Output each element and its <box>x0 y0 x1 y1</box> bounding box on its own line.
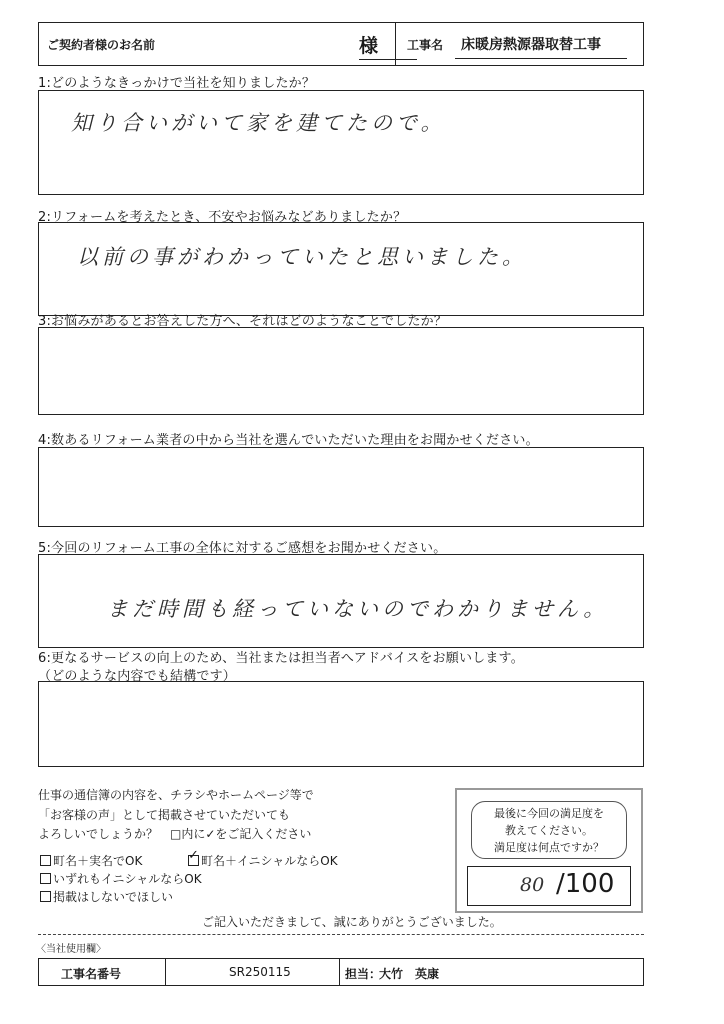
staff-name: 大竹 英康 <box>379 967 440 981</box>
answer-3-box <box>38 327 644 415</box>
answer-1-text: 知り合いがいて家を建てたので。 <box>71 111 446 135</box>
checkbox-icon <box>40 891 51 902</box>
project-number-value: SR250115 <box>229 965 291 979</box>
customer-name-label: ご契約者様のお名前 <box>47 37 156 52</box>
question-6-sublabel: （どのような内容でも結構です） <box>38 669 237 684</box>
consent-option-3[interactable]: いずれもイニシャルならOK <box>40 870 202 887</box>
office-use-label: 〈当社使用欄〉 <box>36 944 106 955</box>
staff-label: 担当： <box>345 967 382 981</box>
question-6-label: 6:更なるサービスの向上のため、当社または担当者へアドバイスをお願いします。 <box>38 651 524 666</box>
answer-5-box <box>38 554 644 648</box>
honorific-text: 様 <box>359 35 379 57</box>
consent-text-2: 「お客様の声」として掲載させていただいても <box>38 808 291 822</box>
satisfaction-score-box <box>467 866 631 906</box>
dotted-divider <box>38 934 644 935</box>
header-row <box>38 22 644 66</box>
question-2-label: 2:リフォームを考えたとき、不安やお悩みなどありましたか？ <box>38 210 407 225</box>
answer-4-box <box>38 447 644 527</box>
office-table <box>38 958 644 986</box>
consent-option-2[interactable]: ✓ 町名＋イニシャルならOK <box>188 852 338 869</box>
consent-text-1: 仕事の通信簿の内容を、チラシやホームページ等で <box>38 788 314 802</box>
consent-option-4[interactable]: 掲載はしないでほしい <box>40 888 173 905</box>
office-divider-2 <box>339 959 340 985</box>
project-number-label: 工事名番号 <box>61 967 122 981</box>
answer-2-text: 以前の事がわかっていたと思いました。 <box>77 245 527 269</box>
consent-text-3: よろしいでしょうか？ □内に✓をご記入ください <box>38 827 312 841</box>
question-5-label: 5:今回のリフォーム工事の全体に対するご感想をお聞かせください。 <box>38 541 447 556</box>
answer-1-box <box>38 90 644 195</box>
answer-5-text: まだ時間も経っていないのでわかりません。 <box>107 597 609 621</box>
answer-2-box <box>38 222 644 316</box>
office-divider-1 <box>165 959 166 985</box>
answer-6-box <box>38 681 644 767</box>
question-3-label: 3:お悩みがあるとお答えした方へ、それはどのようなことでしたか？ <box>38 314 448 329</box>
customer-name-cell <box>39 23 395 65</box>
satisfaction-box <box>455 788 643 913</box>
checkbox-icon <box>40 873 51 884</box>
header-divider <box>395 23 396 65</box>
satisfaction-question: 最後に今回の満足度を 教えてください。 満足度は何点ですか？ <box>471 801 627 859</box>
checkbox-checked-icon <box>188 855 199 866</box>
question-1-label: 1:どのようなきっかけで当社を知りましたか？ <box>38 76 316 91</box>
consent-option-1[interactable]: 町名＋実名でOK <box>40 852 142 869</box>
satisfaction-max: /100 <box>556 869 615 899</box>
project-name-value: 床暖房熱源器取替工事 <box>461 37 601 53</box>
project-name-label: 工事名 <box>407 38 444 52</box>
checkbox-icon <box>40 855 51 866</box>
satisfaction-score: 80 <box>520 874 545 896</box>
project-name-underline <box>455 58 627 59</box>
thanks-message: ご記入いただきまして、誠にありがとうございました。 <box>202 915 502 929</box>
customer-name-underline <box>359 59 417 60</box>
question-4-label: 4:数あるリフォーム業者の中から当社を選んでいただいた理由をお聞かせください。 <box>38 433 539 448</box>
